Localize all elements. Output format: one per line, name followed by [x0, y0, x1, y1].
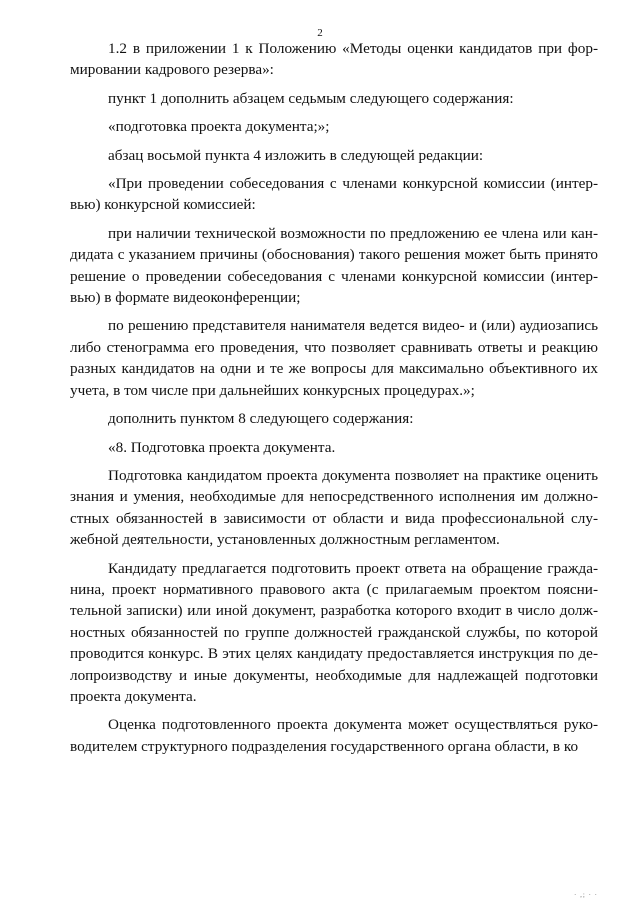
paragraph: Оценка подготовленного проекта документа может осуществляться руководителем структурного подразделения государственного органа области, в ко	[70, 716, 598, 755]
paragraph: по решению представителя нанимателя ведется видео- и (или) аудиозапись либо стенограмма его проведения, что позволяет сравнивать ответы и реакцию разных кандидатов на одни и те же вопросы для максимально объективного их учета, в том числе при дальнейших конкурсных процедурах.»;	[70, 317, 598, 399]
paragraph: пункт 1 дополнить абзацем седьмым следующего содержания:	[108, 89, 514, 107]
paragraph: дополнить пунктом 8 следующего содержания:	[108, 410, 414, 428]
paragraph: «подготовка проекта документа;»;	[108, 118, 330, 136]
paragraph: 1.2 в приложении 1 к Положению «Методы оценки кандидатов при формировании кадрового резерва»:	[70, 40, 598, 79]
paragraph: Подготовка кандидатом проекта документа позволяет на практике оценить знания и умения, необходимые для непосредственного исполнения им должностных обязанностей в зависимости от области и вида профессиональной служебной деятельности, установленных должностным регламентом.	[70, 466, 598, 549]
paragraph: «При проведении собеседования с членами конкурсной комиссии (интервью) конкурсной комиссией:	[70, 175, 598, 214]
paragraph: Кандидату предлагается подготовить проект ответа на обращение гражданина, проект нормативного правового акта (с прилагаемым проектом пояснительной записки) или иной документ, разработка которого входит в число должностных обязанностей по группе должностей гражданской службы, по которой проводится конкурс. В этих целях кандидату предоставляется инструкция по делопроизводству и иные документы, необходимые для надлежащей подготовки проекта документа.	[70, 559, 598, 705]
scan-mark: · ,; · ·	[574, 891, 598, 899]
paragraph: «8. Подготовка проекта документа.	[108, 438, 336, 456]
paragraph: при наличии технической возможности по предложению ее члена или кандидата с указанием причины (обоснования) такого решения может быть принято решение о проведении собеседования с членами конкурсной комиссии (интервью) в формате видеоконференции;	[70, 224, 598, 307]
page-number: 2	[317, 27, 323, 39]
paragraph: абзац восьмой пункта 4 изложить в следующей редакции:	[108, 146, 484, 164]
document-body	[70, 38, 598, 764]
